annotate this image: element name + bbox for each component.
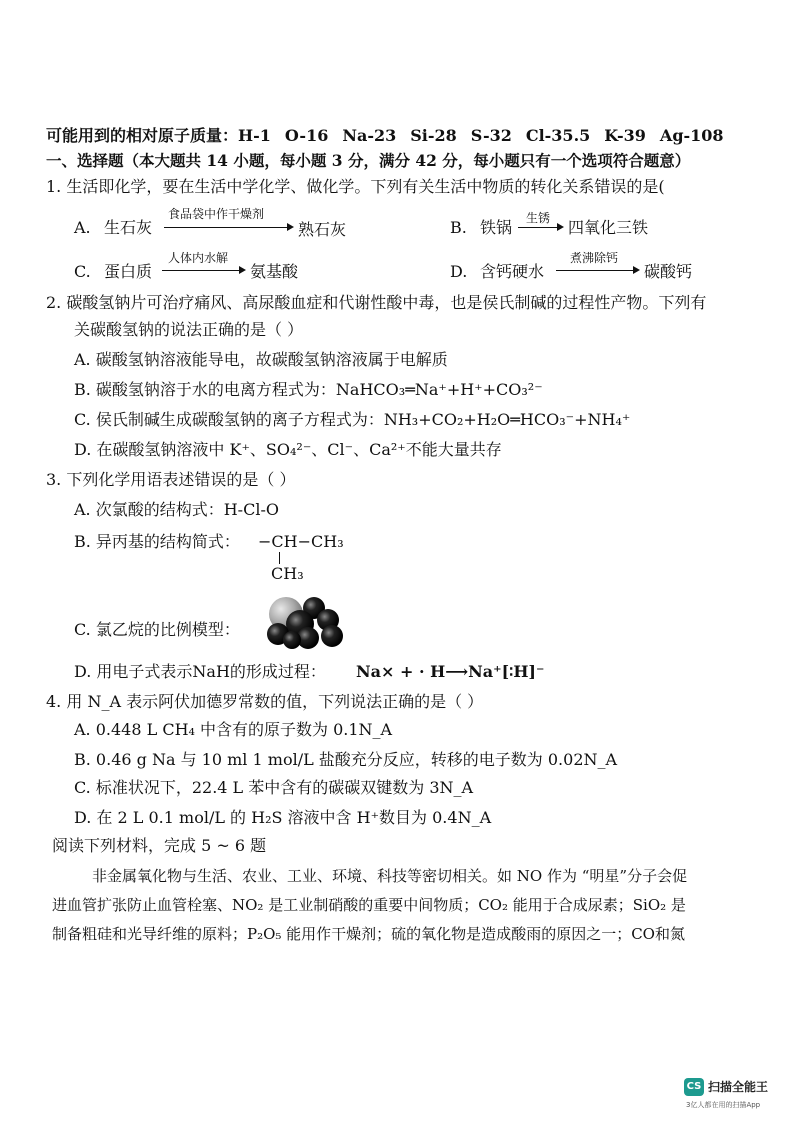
q3-isopropyl-top: −CH−CH₃ xyxy=(258,532,344,551)
q1-option-b-letter: B. xyxy=(450,218,467,237)
reading-intro: 阅读下列材料，完成 5 ~ 6 题 xyxy=(52,836,267,855)
camscanner-logo-icon: CS xyxy=(684,1078,704,1096)
q3-nah-formation: Na× + · H⟶Na⁺[∶H]⁻ xyxy=(356,662,545,681)
q2-option-c: C. 侯氏制碱生成碳酸氢钠的离子方程式为：NH₃+CO₂+H₂O═HCO₃⁻+NH₄⁺ xyxy=(74,410,631,429)
scanner-watermark xyxy=(684,1076,784,1112)
q1-option-a-arrow xyxy=(164,227,292,228)
q1-option-b-from: 铁锅 xyxy=(480,218,513,237)
q1-option-a-to: 熟石灰 xyxy=(298,220,347,239)
q1-option-a-condition: 食品袋中作干燥剂 xyxy=(168,207,265,221)
q3-isopropyl-bottom: CH₃ xyxy=(271,564,304,583)
section-heading: 一、选择题（本大题共 14 小题，每小题 3 分，满分 42 分，每小题只有一个选项符合题意） xyxy=(46,151,691,170)
q1-stem: 1. 生活即化学，要在生活中学化学、做化学。下列有关生活中物质的转化关系错误的是( xyxy=(46,177,665,196)
q1-option-a-from: 生石灰 xyxy=(104,218,153,237)
q1-option-d-letter: D. xyxy=(450,262,468,281)
reading-line-1: 非金属氧化物与生活、农业、工业、环境、科技等密切相关。如 NO 作为 “明星”分子会促 xyxy=(92,867,688,885)
q1-option-d-arrow xyxy=(556,270,638,271)
mass-h: H-1 xyxy=(238,126,271,145)
q2-option-b: B. 碳酸氢钠溶于水的电离方程式为：NaHCO₃═Na⁺+H⁺+CO₃²⁻ xyxy=(74,380,543,399)
q1-option-c-condition: 人体内水解 xyxy=(168,251,229,265)
reading-line-3: 制备粗硅和光导纤维的原料；P₂O₅ 能用作干燥剂；硫的氧化物是造成酸雨的原因之一；CO和氮 xyxy=(52,925,685,943)
mass-k: K-39 xyxy=(604,126,646,145)
q4-option-c: C. 标准状况下，22.4 L 苯中含有的碳碳双键数为 3N_A xyxy=(74,778,474,797)
mass-o: O-16 xyxy=(284,126,329,145)
q2-stem-line2: 关碳酸氢钠的说法正确的是（ ） xyxy=(74,320,304,339)
q1-option-d-from: 含钙硬水 xyxy=(480,262,545,281)
q4-stem: 4. 用 N_A 表示阿伏加德罗常数的值，下列说法正确的是（ ） xyxy=(46,692,484,711)
watermark-tagline: 3亿人都在用的扫描App xyxy=(686,1101,761,1109)
q2-option-d: D. 在碳酸氢钠溶液中 K⁺、SO₄²⁻、Cl⁻、Ca²⁺不能大量共存 xyxy=(74,440,502,459)
q4-option-a: A. 0.448 L CH₄ 中含有的原子数为 0.1N_A xyxy=(74,720,393,739)
watermark-app-name: 扫描全能王 xyxy=(708,1080,769,1094)
mass-si: Si-28 xyxy=(410,126,457,145)
q3-isopropyl-bond xyxy=(279,552,280,564)
atomic-mass-line xyxy=(46,126,724,146)
q4-option-d: D. 在 2 L 0.1 mol/L 的 H₂S 溶液中含 H⁺数目为 0.4N_A xyxy=(74,808,492,827)
mass-na: Na-23 xyxy=(342,126,397,145)
q1-option-d-to: 碳酸钙 xyxy=(644,262,693,281)
mass-cl: Cl-35.5 xyxy=(525,126,591,145)
q2-option-a: A. 碳酸氢钠溶液能导电，故碳酸氢钠溶液属于电解质 xyxy=(74,350,448,369)
q1-option-a-letter: A. xyxy=(74,218,91,237)
q3-option-b-label: B. 异丙基的结构简式： xyxy=(74,532,240,551)
q1-option-c-letter: C. xyxy=(74,262,91,281)
q1-option-c-to: 氨基酸 xyxy=(250,262,299,281)
q3-stem: 3. 下列化学用语表述错误的是（ ） xyxy=(46,470,296,489)
chloroethane-model-image xyxy=(262,594,346,650)
q1-option-d-condition: 煮沸除钙 xyxy=(570,251,619,265)
q2-stem-line1: 2. 碳酸氢钠片可治疗痛风、高尿酸血症和代谢性酸中毒，也是侯氏制碱的过程性产物。下列有 xyxy=(46,293,707,312)
q1-option-b-condition: 生锈 xyxy=(526,211,551,225)
q3-option-d-label: D. 用电子式表示NaH的形成过程： xyxy=(74,662,326,681)
q1-option-b-arrow xyxy=(518,227,562,228)
q3-option-c-label: C. 氯乙烷的比例模型： xyxy=(74,620,240,639)
mass-ag: Ag-108 xyxy=(659,126,724,145)
mass-s: S-32 xyxy=(470,126,512,145)
atomic-mass-label: 可能用到的相对原子质量： xyxy=(46,126,239,145)
q1-option-c-arrow xyxy=(162,270,244,271)
q4-option-b: B. 0.46 g Na 与 10 ml 1 mol/L 盐酸充分反应，转移的电子数为 0.02N_A xyxy=(74,750,618,769)
q1-option-c-from: 蛋白质 xyxy=(104,262,153,281)
q1-option-b-to: 四氧化三铁 xyxy=(568,218,649,237)
reading-line-2: 进血管扩张防止血管栓塞、NO₂ 是工业制硝酸的重要中间物质；CO₂ 能用于合成尿素；SiO₂ 是 xyxy=(52,896,686,914)
q3-option-a: A. 次氯酸的结构式：H-Cl-O xyxy=(74,500,279,519)
